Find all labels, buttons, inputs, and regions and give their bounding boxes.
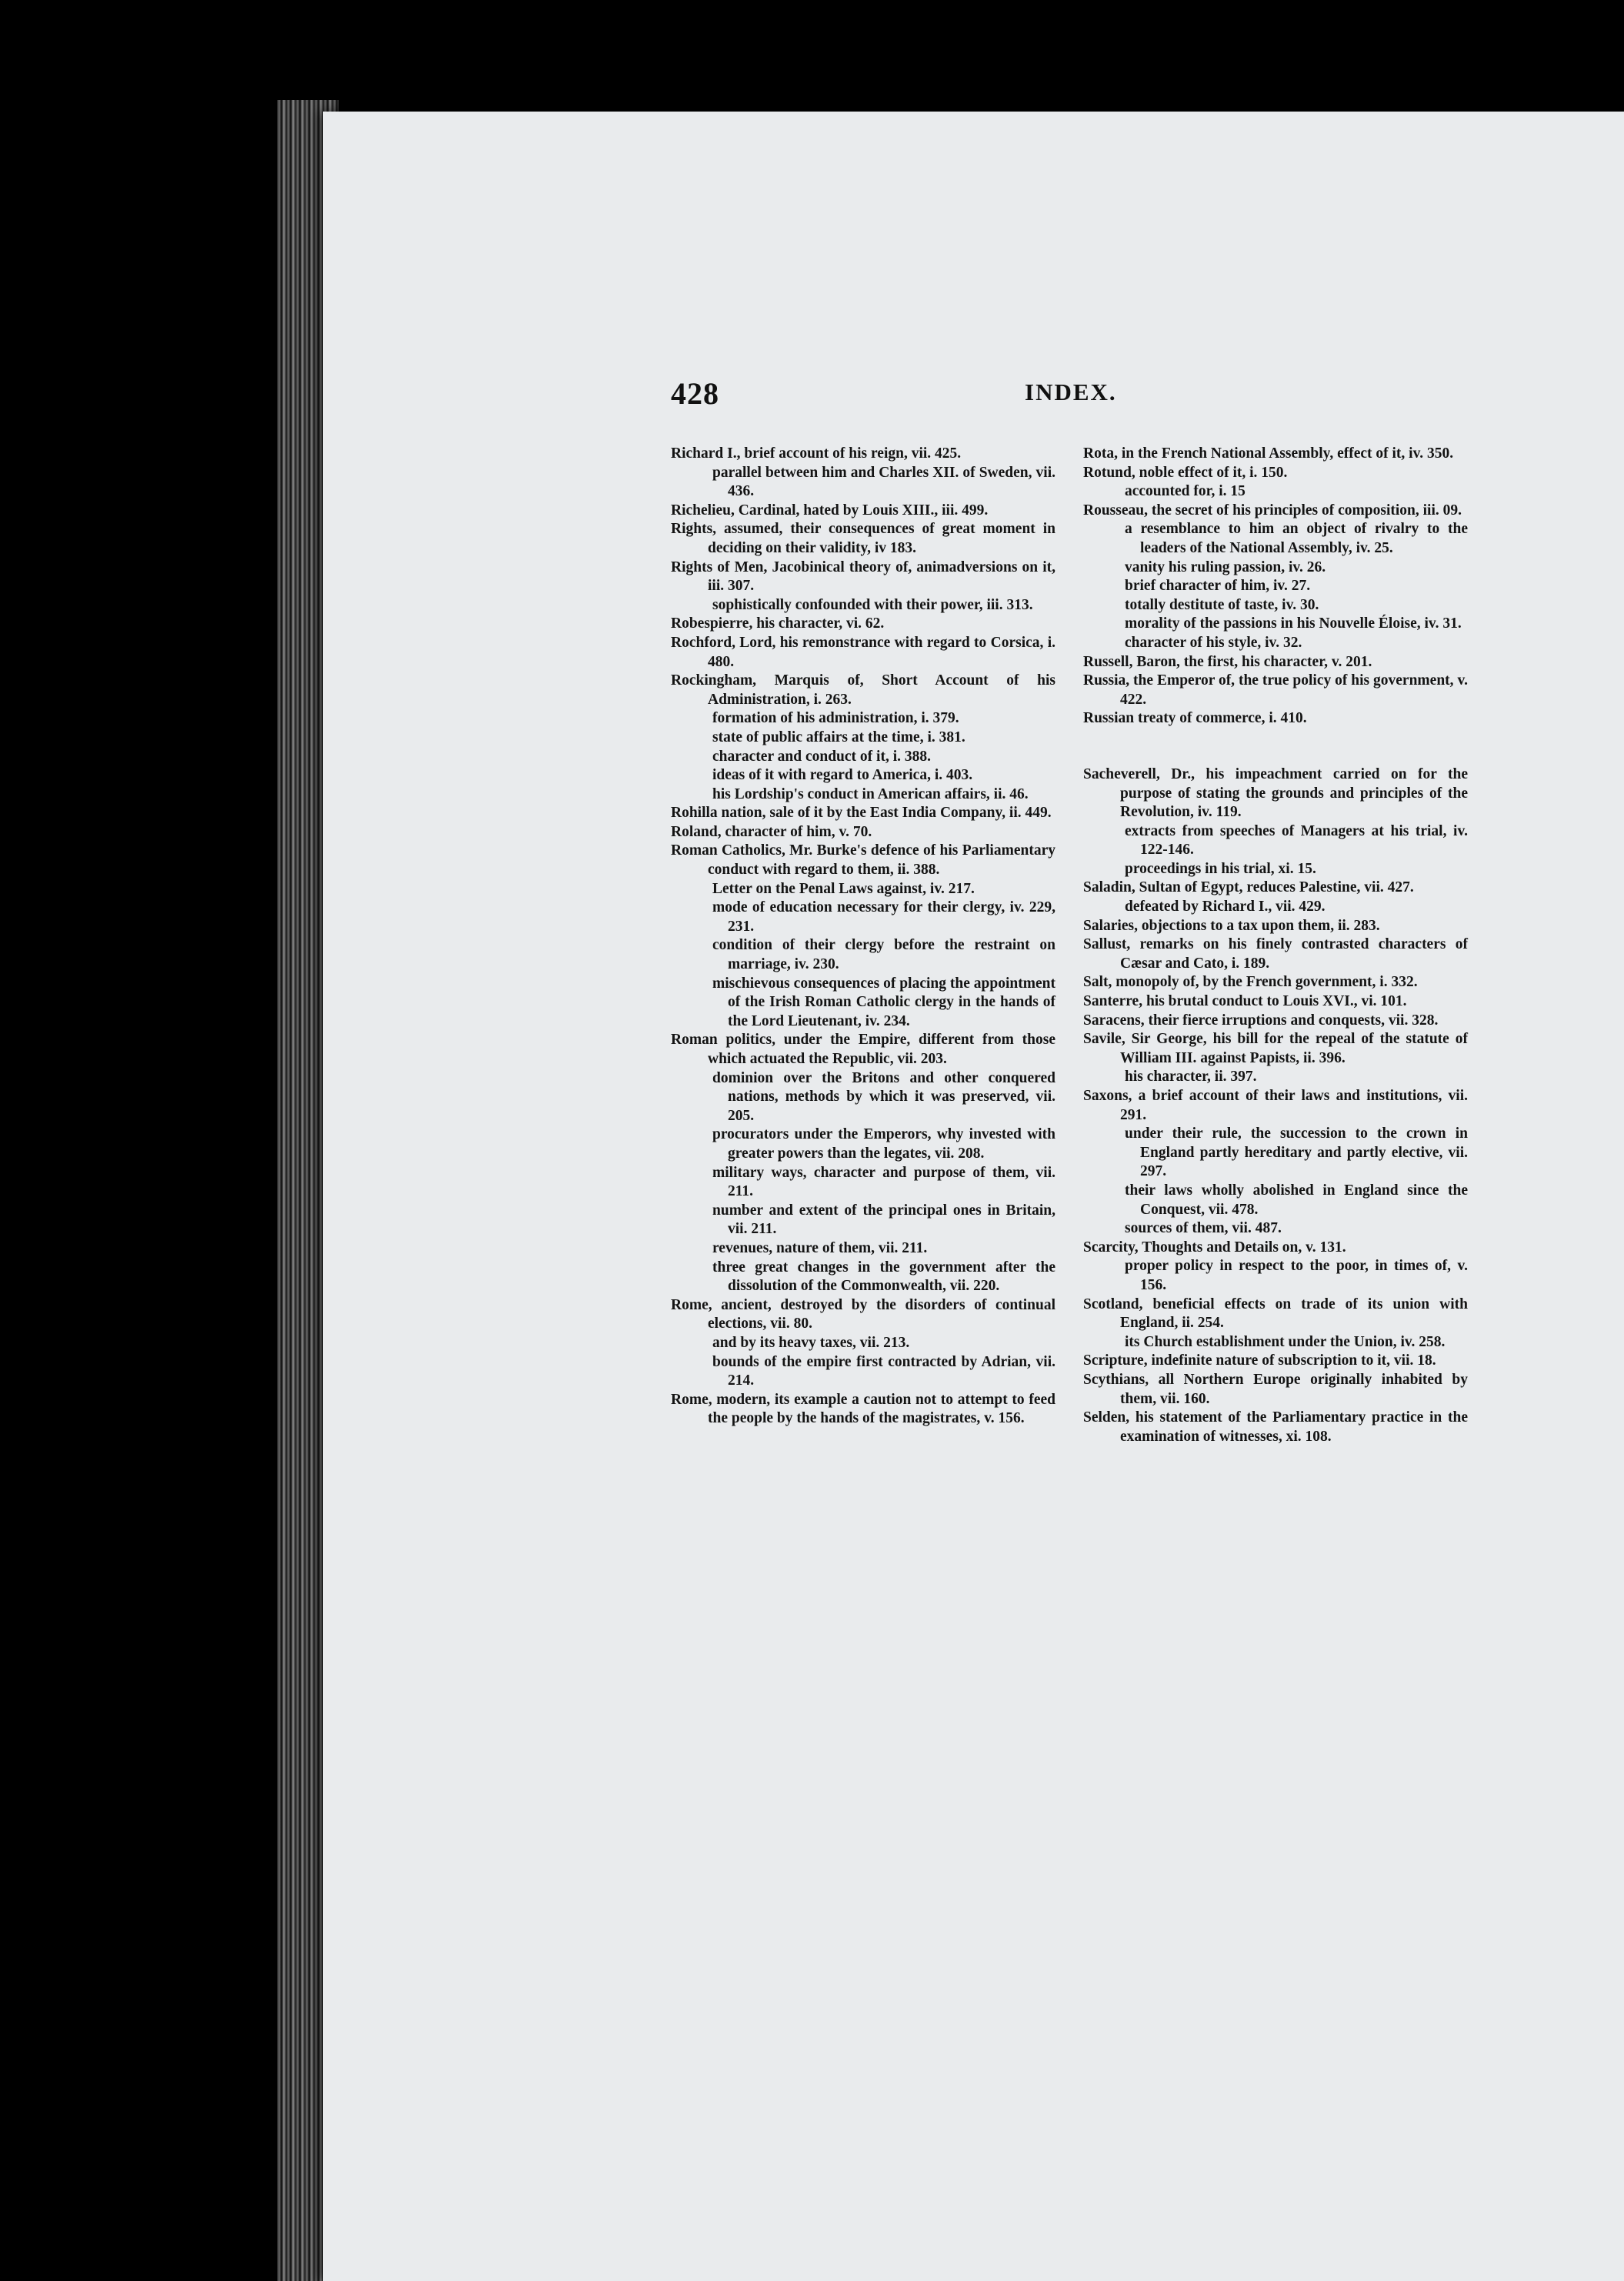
index-subentry: character of his style, iv. 32. — [1125, 634, 1302, 651]
index-subentry: bounds of the empire first contracted by Adrian, vii. 214. — [712, 1353, 1055, 1389]
index-entry: Scarcity, Thoughts and Details on, v. 131. — [1083, 1239, 1346, 1256]
index-entry: Roman Catholics, Mr. Burke's defence of his Parliamentary conduct with regard to them, ii. 388. — [671, 842, 1055, 879]
page-number: 428 — [671, 376, 719, 411]
index-subentry: sources of them, vii. 487. — [1125, 1220, 1282, 1237]
index-subentry: morality of the passions in his Nouvelle Éloise, iv. 31. — [1125, 615, 1462, 632]
index-subentry: mode of education necessary for their clergy, iv. 229, 231. — [712, 899, 1055, 935]
index-subentry: totally destitute of taste, iv. 30. — [1125, 596, 1319, 613]
index-subentry: procurators under the Emperors, why invested with greater powers than the legates, vii. 208. — [712, 1126, 1055, 1162]
index-subentry: formation of his administration, i. 379. — [712, 710, 959, 727]
index-entry: Saxons, a brief account of their laws and institutions, vii. 291. — [1083, 1088, 1468, 1123]
index-entry: Scripture, indefinite nature of subscription to it, vii. 18. — [1083, 1352, 1436, 1369]
index-entry: Sallust, remarks on his finely contrasted characters of Cæsar and Cato, i. 189. — [1083, 936, 1468, 972]
index-subentry: state of public affairs at the time, i. 381. — [712, 729, 965, 745]
index-entry: Roman politics, under the Empire, different from those which actuated the Republic, vii. 203. — [671, 1032, 1055, 1067]
index-subentry: dominion over the Britons and other conquered nations, methods by which it was preserved, vii. 205. — [712, 1069, 1055, 1124]
index-entry: Saladin, Sultan of Egypt, reduces Palestine, vii. 427. — [1083, 879, 1414, 896]
page-title: INDEX. — [1025, 378, 1117, 405]
index-column-right — [1083, 445, 1468, 1446]
letter-gap — [1083, 729, 1468, 765]
index-column-left — [671, 445, 1055, 1429]
index-entry: Richard I., brief account of his reign, vii. 425. — [671, 445, 962, 462]
index-subentry: number and extent of the principal ones in Britain, vii. 211. — [712, 1202, 1055, 1238]
index-entry: Rota, in the French National Assembly, effect of it, iv. 350. — [1083, 445, 1454, 462]
index-subentry: a resemblance to him an object of rivalry to the leaders of the National Assembly, iv. 25. — [1125, 521, 1468, 556]
index-subentry: extracts from speeches of Managers at his trial, iv. 122-146. — [1125, 822, 1468, 859]
index-entry: Rome, ancient, destroyed by the disorders of continual elections, vii. 80. — [671, 1296, 1055, 1332]
page-header — [671, 375, 1471, 414]
index-subentry: his Lordship's conduct in American affairs, ii. 46. — [712, 785, 1029, 802]
index-entry: Selden, his statement of the Parliamentary practice in the examination of witnesses, xi. 108. — [1083, 1409, 1468, 1445]
index-subentry: proper policy in respect to the poor, in times of, v. 156. — [1125, 1258, 1468, 1293]
index-entry: Savile, Sir George, his bill for the repeal of the statute of William III. against Papists, ii. 396. — [1083, 1031, 1468, 1066]
index-entry: Russian treaty of commerce, i. 410. — [1083, 710, 1307, 727]
index-subentry: revenues, nature of them, vii. 211. — [712, 1239, 928, 1256]
index-subentry: mischievous consequences of placing the appointment of the Irish Roman Catholic clergy in the hands of the Lord Lieutenant, iv. 234. — [712, 975, 1055, 1029]
index-entry: Sacheverell, Dr., his impeachment carried on for the purpose of stating the grounds and principles of the Revolution, iv. 119. — [1083, 765, 1468, 821]
index-subentry: his character, ii. 397. — [1125, 1069, 1257, 1085]
index-subentry: brief character of him, iv. 27. — [1125, 578, 1311, 595]
index-entry: Russia, the Emperor of, the true policy of his government, v. 422. — [1083, 672, 1468, 708]
index-subentry: military ways, character and purpose of them, vii. 211. — [712, 1164, 1055, 1200]
index-entry: Roland, character of him, v. 70. — [671, 823, 872, 840]
index-entry: Rotund, noble effect of it, i. 150. — [1083, 464, 1288, 481]
index-subentry: character and conduct of it, i. 388. — [712, 748, 931, 765]
index-subentry: three great changes in the government after the dissolution of the Commonwealth, vii. 220. — [712, 1259, 1055, 1295]
index-entry: Rochford, Lord, his remonstrance with regard to Corsica, i. 480. — [671, 634, 1055, 670]
index-subentry: proceedings in his trial, xi. 15. — [1125, 860, 1316, 877]
index-subentry: accounted for, i. 15 — [1125, 483, 1246, 500]
index-subentry: their laws wholly abolished in England since the Conquest, vii. 478. — [1125, 1182, 1468, 1218]
index-subentry: and by its heavy taxes, vii. 213. — [712, 1334, 910, 1351]
index-entry: Robespierre, his character, vi. 62. — [671, 615, 885, 632]
index-entry: Salt, monopoly of, by the French government, i. 332. — [1083, 974, 1418, 991]
index-entry: Santerre, his brutal conduct to Louis XVI., vi. 101. — [1083, 993, 1407, 1010]
index-entry: Salaries, objections to a tax upon them, ii. 283. — [1083, 917, 1380, 934]
index-entry: Scotland, beneficial effects on trade of its union with England, ii. 254. — [1083, 1296, 1468, 1332]
index-entry: Rohilla nation, sale of it by the East India Company, ii. 449. — [671, 805, 1052, 822]
index-entry: Rockingham, Marquis of, Short Account of his Administration, i. 263. — [671, 672, 1055, 708]
index-entry: Rousseau, the secret of his principles of composition, iii. 09. — [1083, 502, 1462, 519]
index-entry: Scythians, all Northern Europe originally inhabited by them, vii. 160. — [1083, 1371, 1468, 1407]
index-subentry: under their rule, the succession to the crown in England partly hereditary and partly elective, vii. 297. — [1125, 1125, 1468, 1180]
index-subentry: vanity his ruling passion, iv. 26. — [1125, 559, 1326, 575]
index-entry: Rights, assumed, their consequences of great moment in deciding on their validity, iv 183. — [671, 521, 1055, 556]
index-subentry: defeated by Richard I., vii. 429. — [1125, 899, 1326, 915]
index-subentry: condition of their clergy before the restraint on marriage, iv. 230. — [712, 937, 1055, 973]
index-entry: Russell, Baron, the first, his character, v. 201. — [1083, 653, 1372, 670]
index-entry: Richelieu, Cardinal, hated by Louis XIII., iii. 499. — [671, 502, 989, 519]
index-subentry: sophistically confounded with their power, iii. 313. — [712, 596, 1033, 613]
index-subentry: parallel between him and Charles XII. of Sweden, vii. 436. — [712, 464, 1055, 500]
index-subentry: Letter on the Penal Laws against, iv. 217. — [712, 880, 975, 897]
index-subentry: its Church establishment under the Union, iv. 258. — [1125, 1333, 1446, 1350]
index-entry: Rome, modern, its example a caution not to attempt to feed the people by the hands of the magistrates, v. 156. — [671, 1391, 1055, 1427]
index-entry: Rights of Men, Jacobinical theory of, animadversions on it, iii. 307. — [671, 559, 1055, 595]
index-subentry: ideas of it with regard to America, i. 403. — [712, 767, 973, 784]
index-entry: Saracens, their fierce irruptions and conquests, vii. 328. — [1083, 1012, 1439, 1029]
